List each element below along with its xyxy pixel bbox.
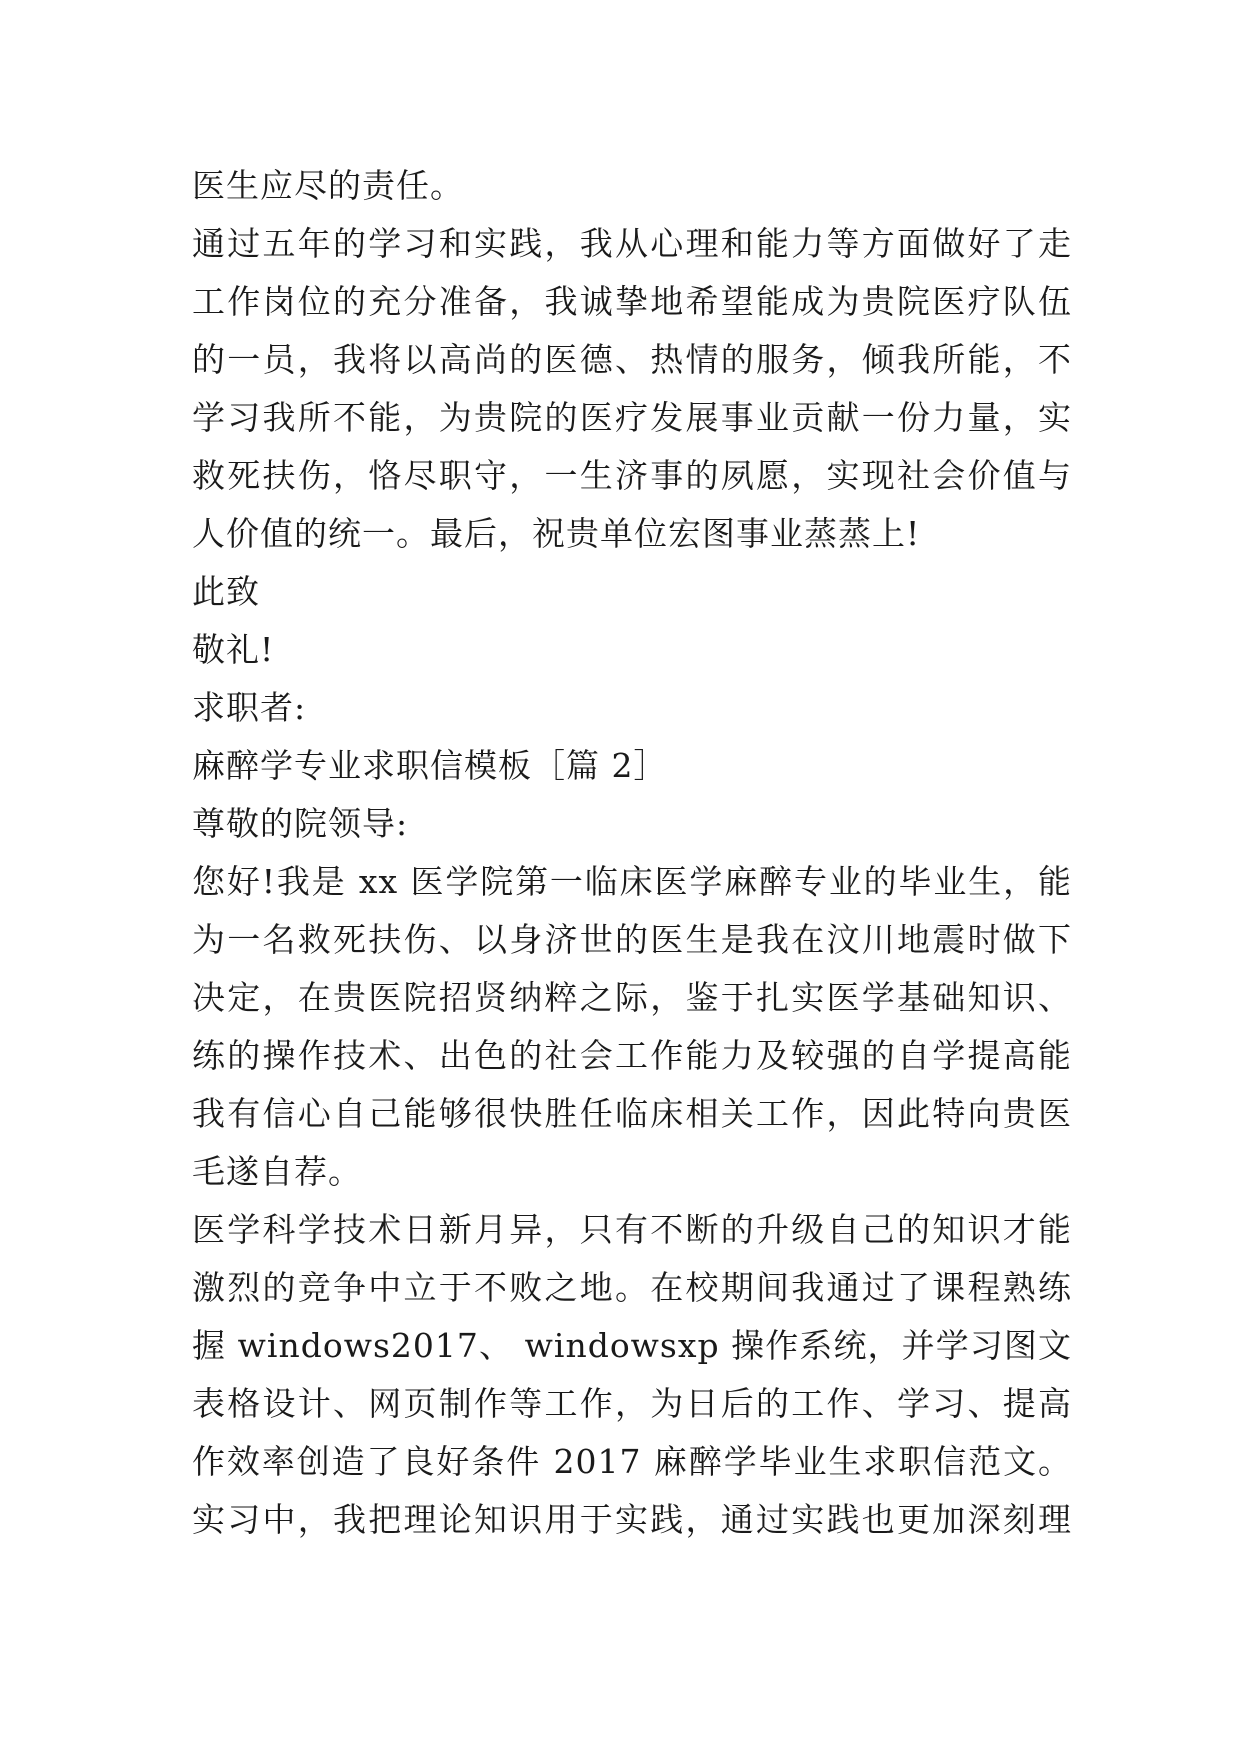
text-line: 通过五年的学习和实践，我从心理和能力等方面做好了走 [192,224,1072,263]
text-line: 毛遂自荐。 [192,1152,362,1191]
text-line: 医生应尽的责任。 [192,166,464,205]
section-heading: 麻醉学专业求职信模板［篇 2］ [192,746,668,785]
text-line: 表格设计、网页制作等工作，为日后的工作、学习、提高 [192,1384,1072,1423]
text-line: 激烈的竞争中立于不败之地。在校期间我通过了课程熟练 [192,1268,1072,1307]
text-line: 我有信心自己能够很快胜任临床相关工作，因此特向贵医 [192,1094,1072,1133]
text-line: 敬礼! [192,630,275,669]
text-line: 您好!我是 xx 医学院第一临床医学麻醉专业的毕业生，能 [192,862,1072,901]
text-line: 实习中，我把理论知识用于实践，通过实践也更加深刻理 [192,1500,1072,1539]
text-line: 工作岗位的充分准备，我诚挚地希望能成为贵院医疗队伍 [192,282,1072,321]
text-line: 为一名救死扶伤、以身济世的医生是我在汶川地震时做下 [192,920,1072,959]
text-line: 求职者: [192,688,307,727]
text-line: 学习我所不能，为贵院的医疗发展事业贡献一份力量，实 [192,398,1072,437]
text-line: 尊敬的院领导: [192,804,409,843]
text-line: 决定，在贵医院招贤纳粹之际，鉴于扎实医学基础知识、 [192,978,1072,1017]
text-line: 此致 [192,572,260,611]
text-line: 握 windows2017、 windowsxp 操作系统，并学习图文 [192,1326,1072,1365]
text-line: 的一员，我将以高尚的医德、热情的服务，倾我所能，不 [192,340,1072,379]
text-line: 救死扶伤，恪尽职守，一生济事的夙愿，实现社会价值与 [192,456,1072,495]
text-line: 医学科学技术日新月异，只有不断的升级自己的知识才能 [192,1210,1072,1249]
text-line: 人价值的统一。最后，祝贵单位宏图事业蒸蒸上! [192,514,921,553]
text-line: 练的操作技术、出色的社会工作能力及较强的自学提高能 [192,1036,1072,1075]
text-line: 作效率创造了良好条件 2017 麻醉学毕业生求职信范文。 [192,1442,1072,1481]
